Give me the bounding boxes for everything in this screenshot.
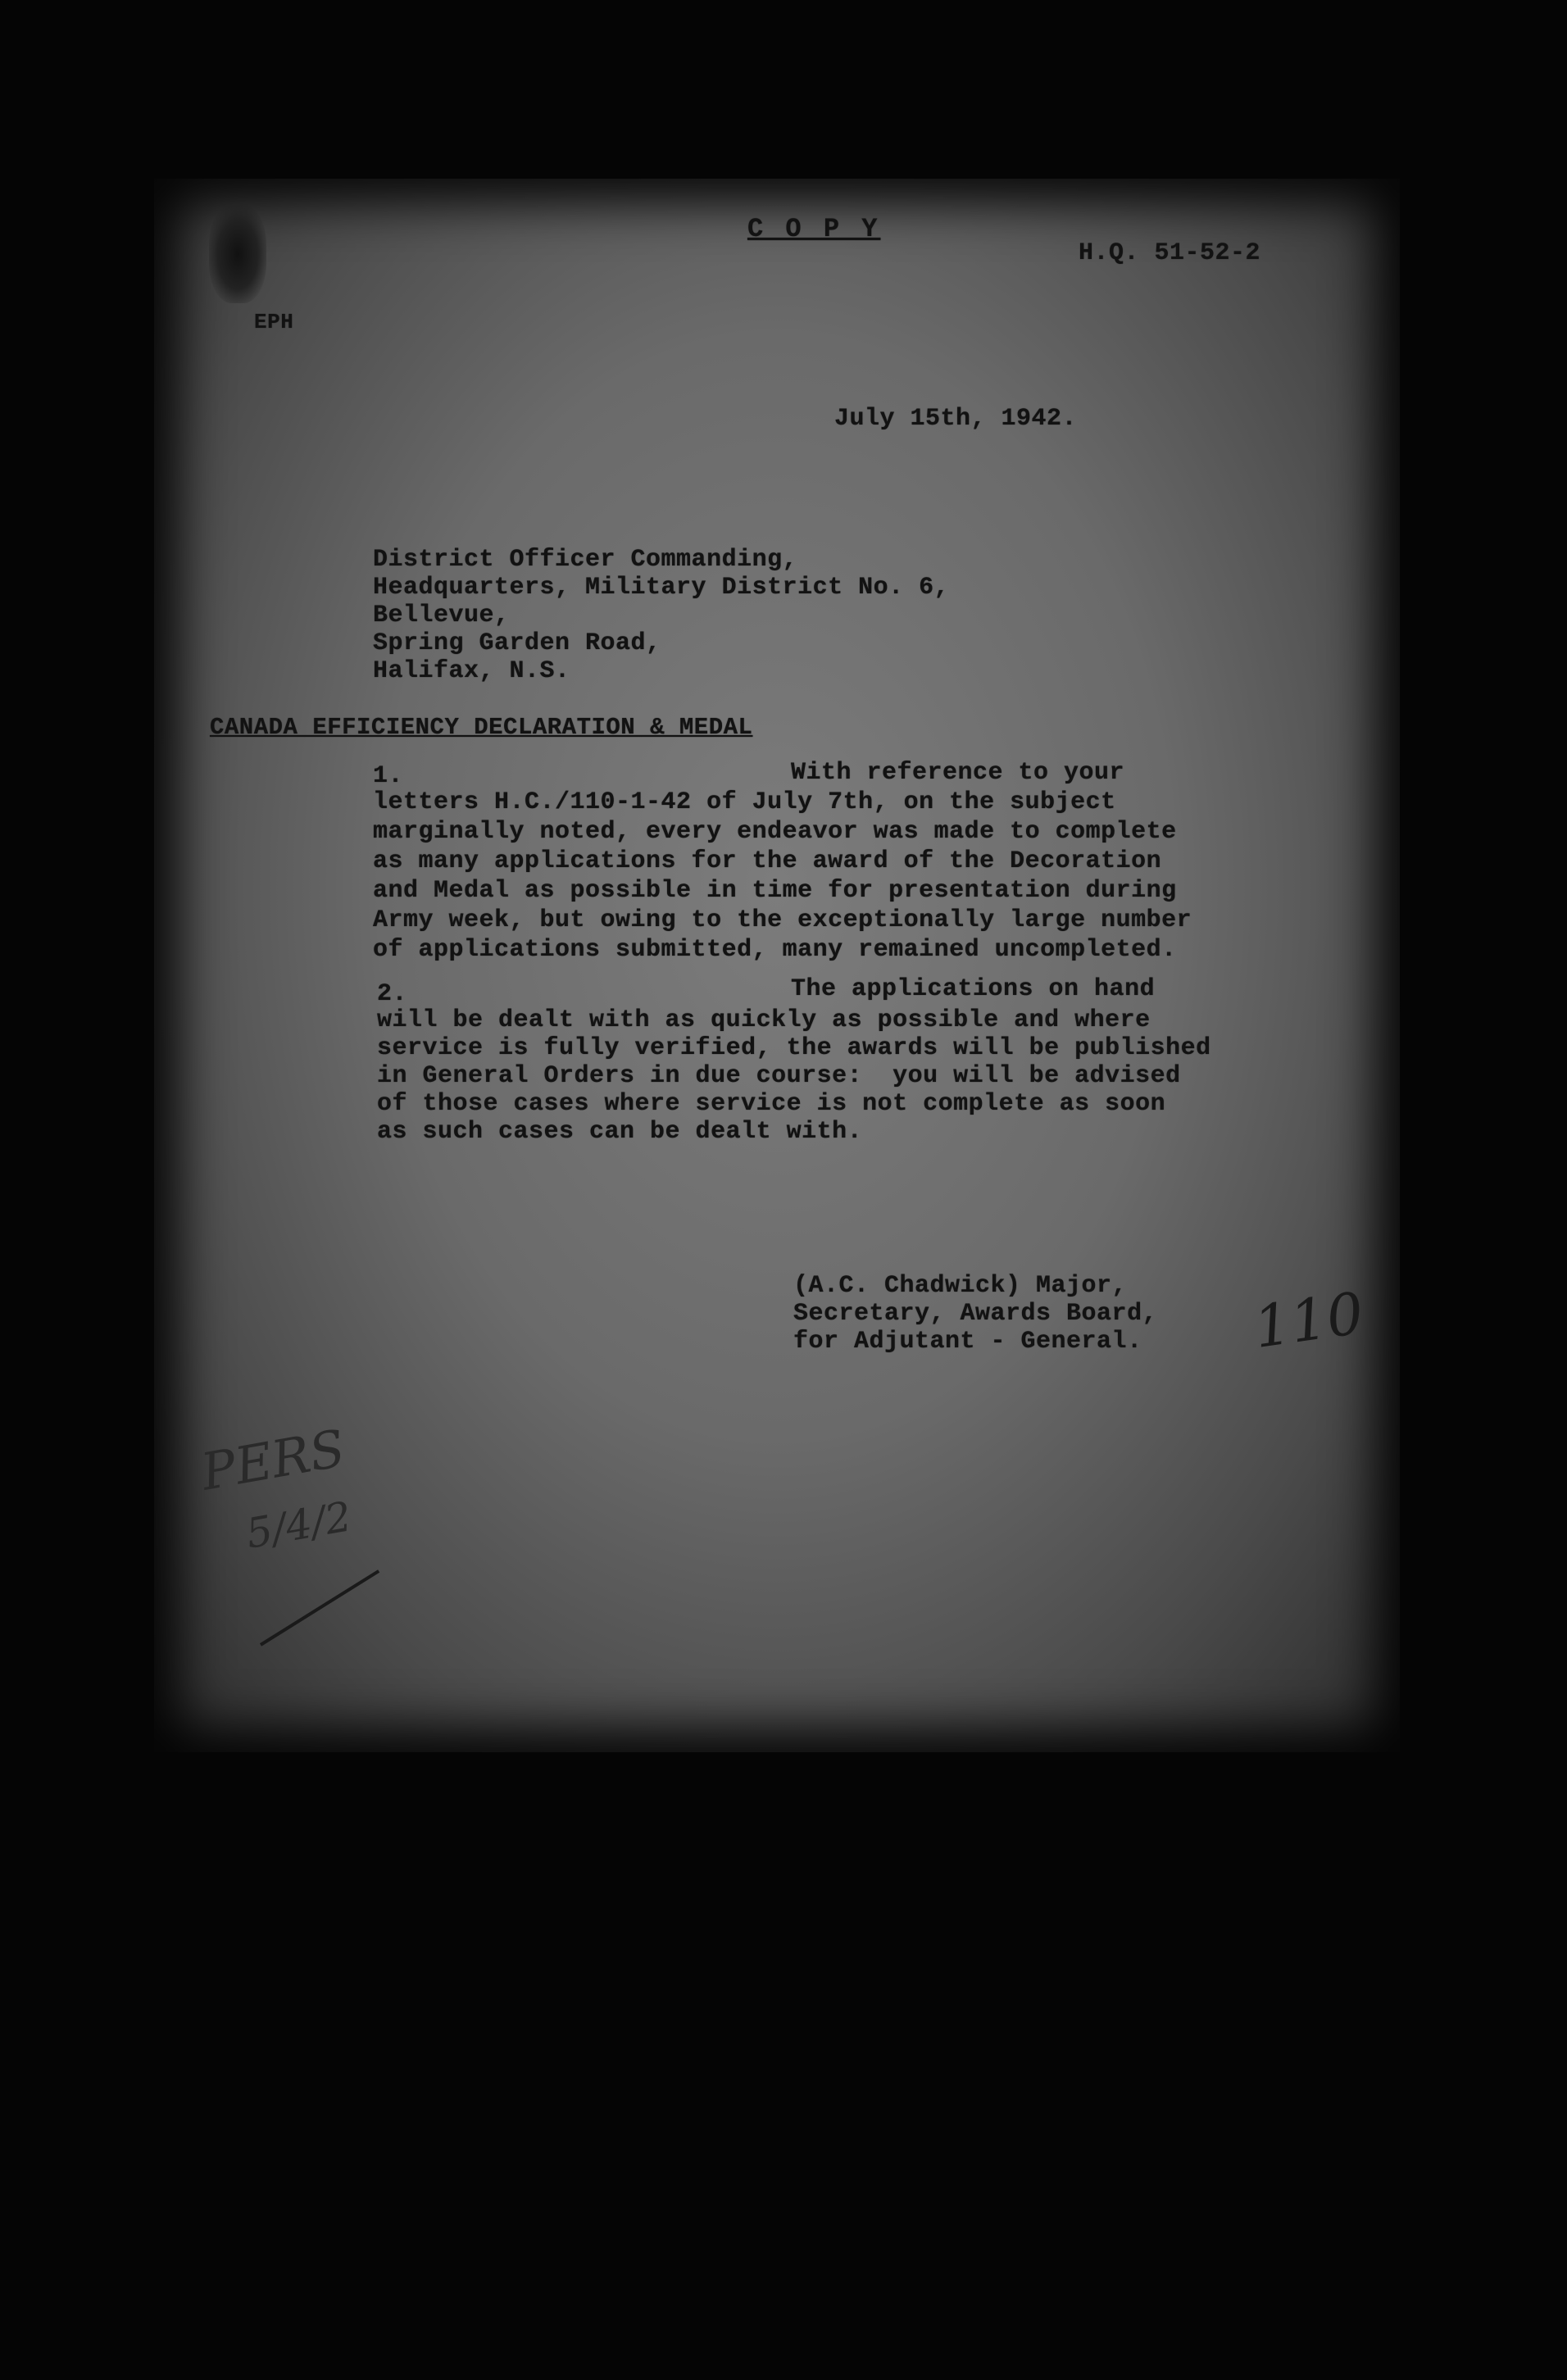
ink-blot [209,205,266,303]
paragraph-line: of those cases where service is not complete as soon [377,1090,1166,1118]
file-reference: H.Q. 51-52-2 [1079,239,1261,267]
paragraph-line: With reference to your [791,759,1125,787]
paragraph-line: of applications submitted, many remained uncompleted. [373,936,1177,964]
signature-line: Secretary, Awards Board, [793,1300,1158,1328]
paragraph-line: marginally noted, every endeavor was made to complete [373,818,1177,846]
paragraph-line: and Medal as possible in time for presentation during [373,877,1177,905]
address-line: Spring Garden Road, [373,629,661,657]
copy-mark: C O P Y [747,214,881,244]
handwritten-margin-note: 5/4/2 [242,1492,356,1558]
signature-line: (A.C. Chadwick) Major, [793,1272,1128,1300]
paragraph-line: as many applications for the award of the Decoration [373,847,1162,875]
paragraph-line: in General Orders in due course: you will be advised [377,1062,1181,1090]
paragraph-line: service is fully verified, the awards will be published [377,1034,1211,1062]
paragraph-line: as such cases can be dealt with. [377,1118,863,1146]
initials: EPH [254,310,294,334]
paragraph-number: 1. [373,762,404,790]
handwritten-folio-number: 110 [1249,1279,1368,1361]
signature-line: for Adjutant - General. [793,1328,1142,1356]
handwritten-margin-note: PERS [196,1418,350,1502]
address-line: Headquarters, Military District No. 6, [373,574,950,602]
paragraph-line: will be dealt with as quickly as possible and where [377,1006,1151,1034]
paragraph-line: The applications on hand [791,975,1156,1003]
subject-heading: CANADA EFFICIENCY DECLARATION & MEDAL [210,714,753,741]
address-line: Bellevue, [373,602,510,629]
letter-date: July 15th, 1942. [834,405,1078,433]
address-line: District Officer Commanding, [373,546,798,574]
address-line: Halifax, N.S. [373,657,570,685]
paragraph-number: 2. [377,980,408,1008]
paragraph-line: letters H.C./110-1-42 of July 7th, on the subject [373,788,1116,816]
paragraph-line: Army week, but owing to the exceptionally large number [373,906,1192,934]
